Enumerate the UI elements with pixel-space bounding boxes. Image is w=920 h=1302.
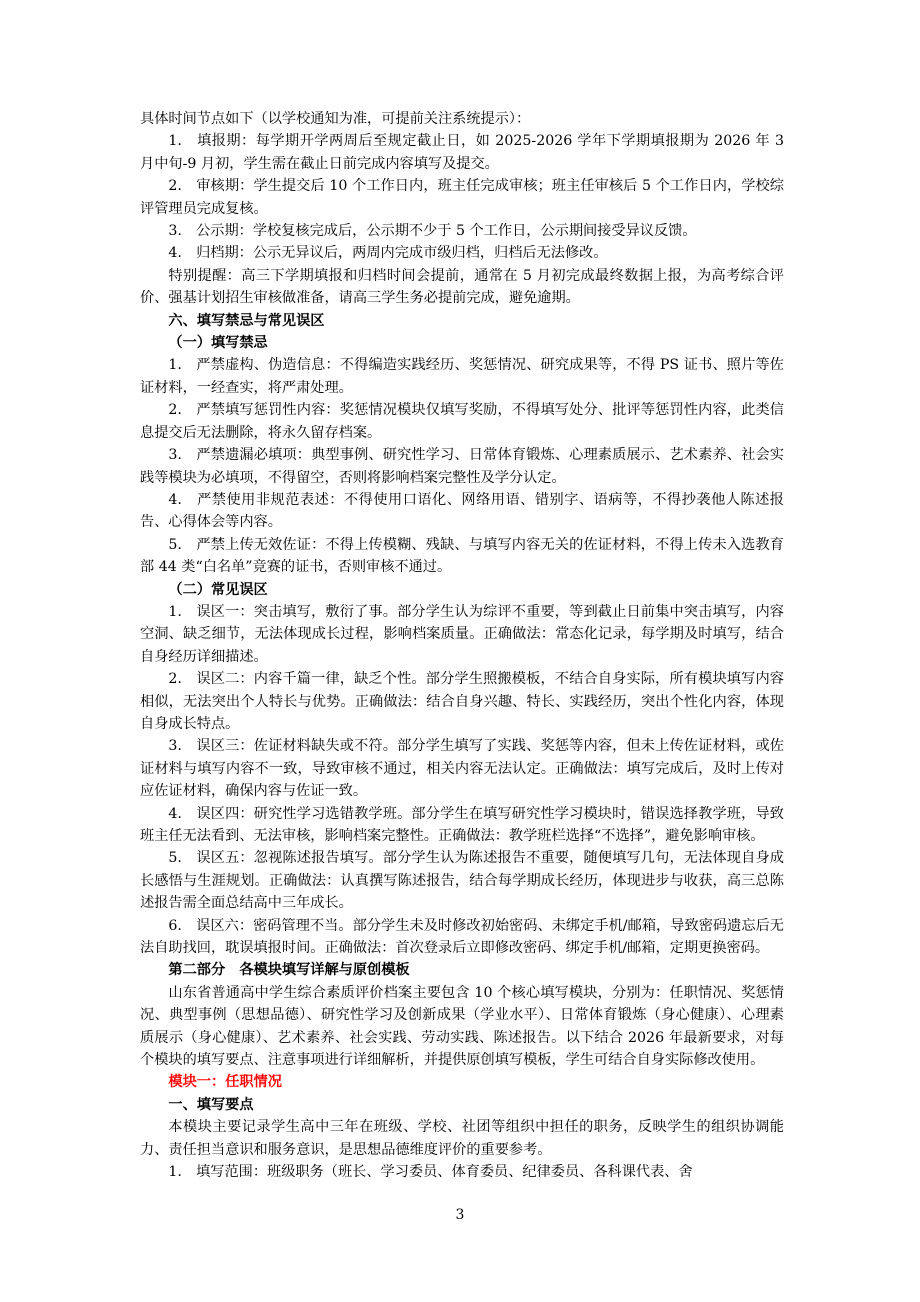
paragraph: 本模块主要记录学生高中三年在班级、学校、社团等组织中担任的职务，反映学生的组织协调能力、责任担当意识和服务意识，是思想品德维度评价的重要参考。: [140, 1119, 784, 1158]
paragraph: 1. 误区一：突击填写，敷衍了事。部分学生认为综评不重要，等到截止日前集中突击填写，内容空洞、缺乏细节，无法体现成长过程，影响档案质量。正确做法：常态化记录，每学期及时填写，结合自身经历详细描述。: [140, 603, 784, 665]
paragraph: 4. 严禁使用非规范表述：不得使用口语化、网络用语、错别字、语病等，不得抄袭他人陈述报告、心得体会等内容。: [140, 491, 784, 531]
section-heading: 一、填写要点: [168, 1096, 254, 1113]
module-heading: 模块一：任职情况: [168, 1074, 282, 1091]
paragraph: 2. 审核期：学生提交后 10 个工作日内，班主任完成审核；班主任审核后 5 个工作日内，学校综评管理员完成复核。: [140, 178, 784, 217]
paragraph: 4. 误区四：研究性学习选错教学班。部分学生在填写研究性学习模块时，错误选择教学班，导致班主任无法看到、无法审核，影响档案完整性。正确做法：教学班栏选择“不选择”，避免影响审核。: [140, 805, 784, 844]
paragraph: 特别提醒：高三下学期填报和归档时间会提前，通常在 5 月初完成最终数据上报，为高考综合评价、强基计划招生审核做准备，请高三学生务必提前完成，避免逾期。: [140, 267, 784, 307]
section-heading: （一）填写禁忌: [168, 335, 268, 352]
paragraph: 5. 误区五：忽视陈述报告填写。部分学生认为陈述报告不重要，随便填写几句，无法体现自身成长感悟与生涯规划。正确做法：认真撰写陈述报告，结合每学期成长经历，体现进步与收获，高三总陈述报告需全面总结高中三年成长。: [140, 850, 784, 912]
paragraph: 山东省普通高中学生综合素质评价档案主要包含 10 个核心填写模块，分别为：任职情况、奖惩情况、典型事例（思想品德）、研究性学习及创新成果（学业水平）、日常体育锻炼（身心健康）、心理素质展示（身心健康）、艺术素养、社会实践、劳动实践、陈述报告。以下结合 2026 年最新要求，对每个模块的填写要点、注意事项进行详细解析，并提供原创填写模板，学生可结合自身实际修改使用。: [140, 984, 784, 1069]
paragraph: 1. 严禁虚构、伪造信息：不得编造实践经历、奖惩情况、研究成果等，不得 PS 证书、照片等佐证材料，一经查实，将严肃处理。: [140, 357, 784, 396]
paragraph: 6. 误区六：密码管理不当。部分学生未及时修改初始密码、未绑定手机/邮箱，导致密码遗忘后无法自助找回，耽误填报时间。正确做法：首次登录后立即修改密码、绑定手机/邮箱，定期更换密码。: [140, 917, 784, 957]
section-heading: 六、填写禁忌与常见误区: [168, 312, 325, 329]
paragraph: 2. 误区二：内容千篇一律，缺乏个性。部分学生照搬模板，不结合自身实际，所有模块填写内容相似，无法突出个人特长与优势。正确做法：结合自身兴趣、特长、实践经历，突出个性化内容，体现自身成长特点。: [140, 671, 784, 732]
paragraph: 1. 填报期：每学期开学两周后至规定截止日，如 2025-2026 学年下学期填报期为 2026 年 3 月中旬-9 月初，学生需在截止日前完成内容填写及提交。: [140, 133, 784, 172]
paragraph: 2. 严禁填写惩罚性内容：奖惩情况模块仅填写奖励，不得填写处分、批评等惩罚性内容，此类信息提交后无法删除，将永久留存档案。: [140, 402, 784, 441]
section-heading: 第二部分 各模块填写详解与原创模板: [168, 962, 410, 979]
document-body: [140, 108, 784, 1184]
paragraph: 3. 误区三：佐证材料缺失或不符。部分学生填写了实践、奖惩等内容，但未上传佐证材料，或佐证材料与填写内容不一致，导致审核不通过，相关内容无法认定。正确做法：填写完成后，及时上传对应佐证材料，确保内容与佐证一致。: [140, 738, 784, 800]
page-number: 3: [455, 1207, 465, 1223]
paragraph: 3. 公示期：学校复核完成后，公示期不少于 5 个工作日，公示期间接受异议反馈。: [168, 223, 697, 240]
section-heading: （二）常见误区: [168, 581, 268, 598]
paragraph: 5. 严禁上传无效佐证：不得上传模糊、残缺、与填写内容无关的佐证材料，不得上传未入选教育部 44 类“白名单”竞赛的证书，否则审核不通过。: [140, 536, 784, 576]
paragraph: 具体时间节点如下（以学校通知为准，可提前关注系统提示）：: [140, 111, 531, 127]
paragraph: 3. 严禁遗漏必填项：典型事例、研究性学习、日常体育锻炼、心理素质展示、艺术素养、社会实践等模块为必填项，不得留空，否则将影响档案完整性及学分认定。: [140, 447, 784, 486]
paragraph: 1. 填写范围：班级职务（班长、学习委员、体育委员、纪律委员、各科课代表、舍: [168, 1164, 693, 1181]
paragraph: 4. 归档期：公示无异议后，两周内完成市级归档，归档后无法修改。: [168, 245, 608, 262]
